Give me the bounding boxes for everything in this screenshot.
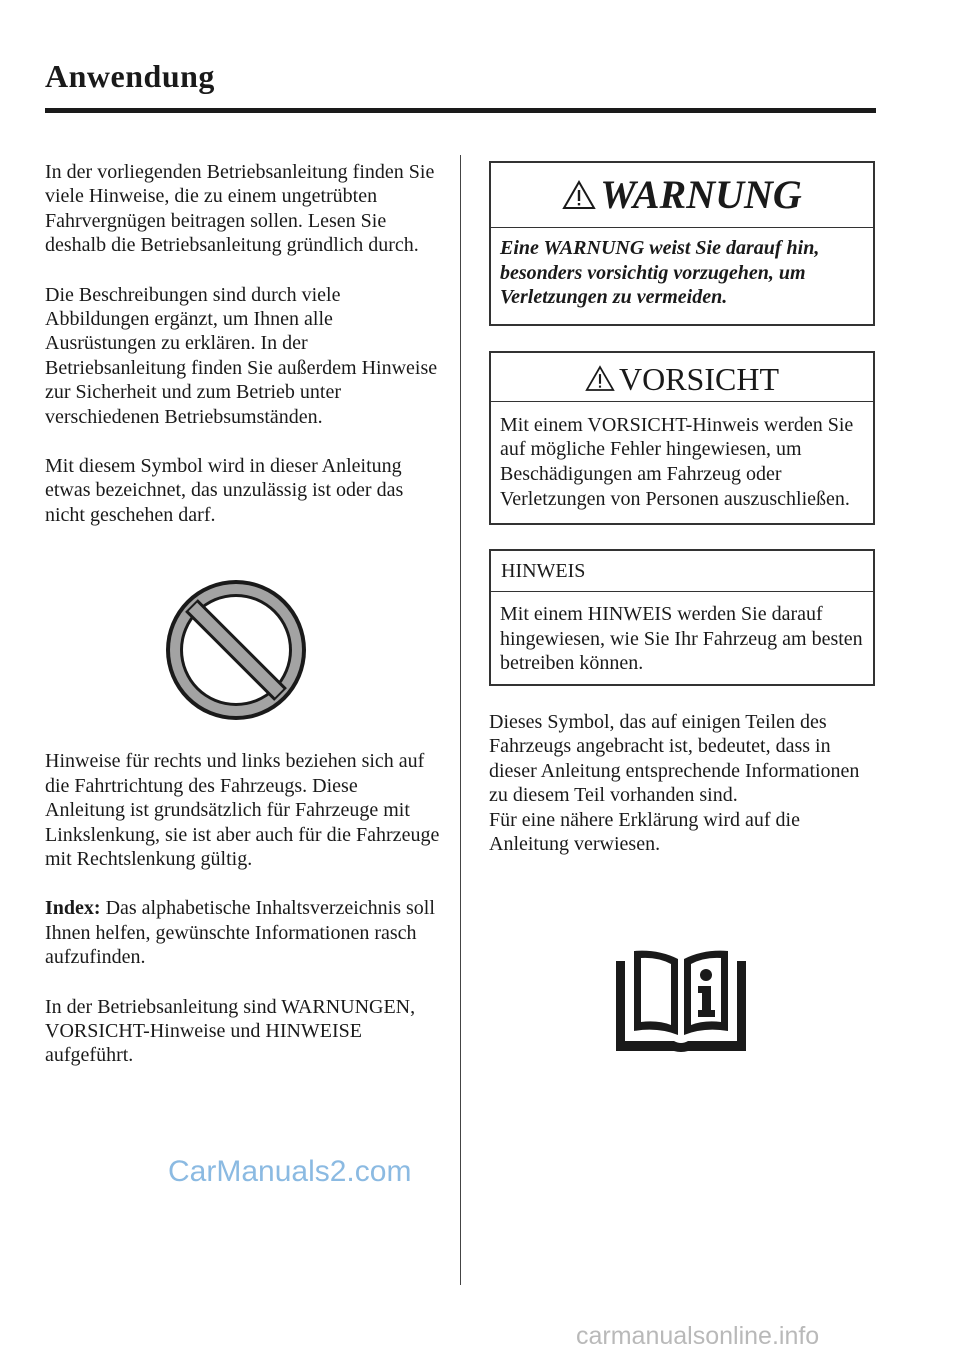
caution-box xyxy=(489,351,875,525)
notices-paragraph: In der Betriebsanleitung sind WARNUNGEN, VORSICHT-Hinweise und HINWEISE aufgeführt. xyxy=(45,995,416,1067)
watermark-text: CarManuals2.com xyxy=(168,1155,412,1188)
note-box xyxy=(489,549,875,686)
prohibition-symbol-figure xyxy=(45,527,440,749)
prohibition-paragraph: Mit diesem Symbol wird in dieser Anleitung etwas bezeichnet, das unzulässig ist oder das nicht geschehen darf. xyxy=(45,455,404,526)
reference-paragraph: Für eine nähere Erklärung wird auf die Anleitung verwiesen. xyxy=(489,808,800,855)
warning-box xyxy=(489,161,875,326)
caution-title: VORSICHT xyxy=(618,360,779,397)
right-column xyxy=(489,161,875,856)
manual-book-icon xyxy=(612,947,750,1055)
note-title: HINWEIS xyxy=(491,551,873,592)
warning-header xyxy=(491,163,873,228)
warning-text: Eine WARNUNG weist Sie darauf hin, besonders vorsichtig vorzugehen, um Verletzungen zu vermeiden. xyxy=(500,237,820,309)
caution-triangle-icon xyxy=(585,365,615,392)
caution-header xyxy=(491,353,873,402)
title-rule xyxy=(45,108,876,113)
intro-paragraph: In der vorliegenden Betriebsanleitung finden Sie viele Hinweise, die zu einem ungetrübten Fahrvergnügen beitragen sollen. Lesen Sie deshalb die Betriebsanleitung gründlich durch. xyxy=(45,161,435,257)
left-column xyxy=(45,160,440,1068)
direction-paragraph: Hinweise für rechts und links beziehen sich auf die Fahrtrichtung des Fahrzeugs. Diese Anleitung ist grundsätzlich für Fahrzeuge mit Linkslenkung, sie ist aber auch für die Fahrzeuge mit Rechtslenkung gültig. xyxy=(45,750,440,870)
caution-text: Mit einem VORSICHT-Hinweis werden Sie auf mögliche Fehler hingewiesen, um Beschädigungen am Fahrzeug oder Verletzungen von Personen auszuschließen. xyxy=(500,413,854,510)
column-divider xyxy=(460,155,461,1285)
symbol-paragraph: Dieses Symbol, das auf einigen Teilen des Fahrzeugs angebracht ist, bedeutet, dass in dieser Anleitung entsprechende Informationen zu diesem Teil vorhanden sind. xyxy=(489,710,860,807)
index-text: Das alphabetische Inhaltsverzeichnis soll Ihnen helfen, gewünschte Informationen rasch aufzufinden. xyxy=(45,897,435,969)
index-paragraph xyxy=(45,896,440,969)
footer-watermark: carmanualsonline.info xyxy=(576,1322,820,1350)
illustrations-paragraph: Die Beschreibungen sind durch viele Abbildungen ergänzt, um Ihnen alle Ausrüstungen zu erklären. In der Betriebsanleitung finden Sie außerdem Hinweise zur Sicherheit und zum Betrieb unter verschiedenen Betriebsumständen. xyxy=(45,283,438,428)
index-label: Index: xyxy=(45,897,101,920)
page-title: Anwendung xyxy=(45,58,215,94)
warning-triangle-icon xyxy=(562,180,596,210)
warning-title: WARNUNG xyxy=(600,172,802,217)
prohibition-icon xyxy=(163,577,309,723)
note-text: Mit einem HINWEIS werden Sie darauf hingewiesen, wie Sie Ihr Fahrzeug am besten betreiben können. xyxy=(500,603,863,675)
